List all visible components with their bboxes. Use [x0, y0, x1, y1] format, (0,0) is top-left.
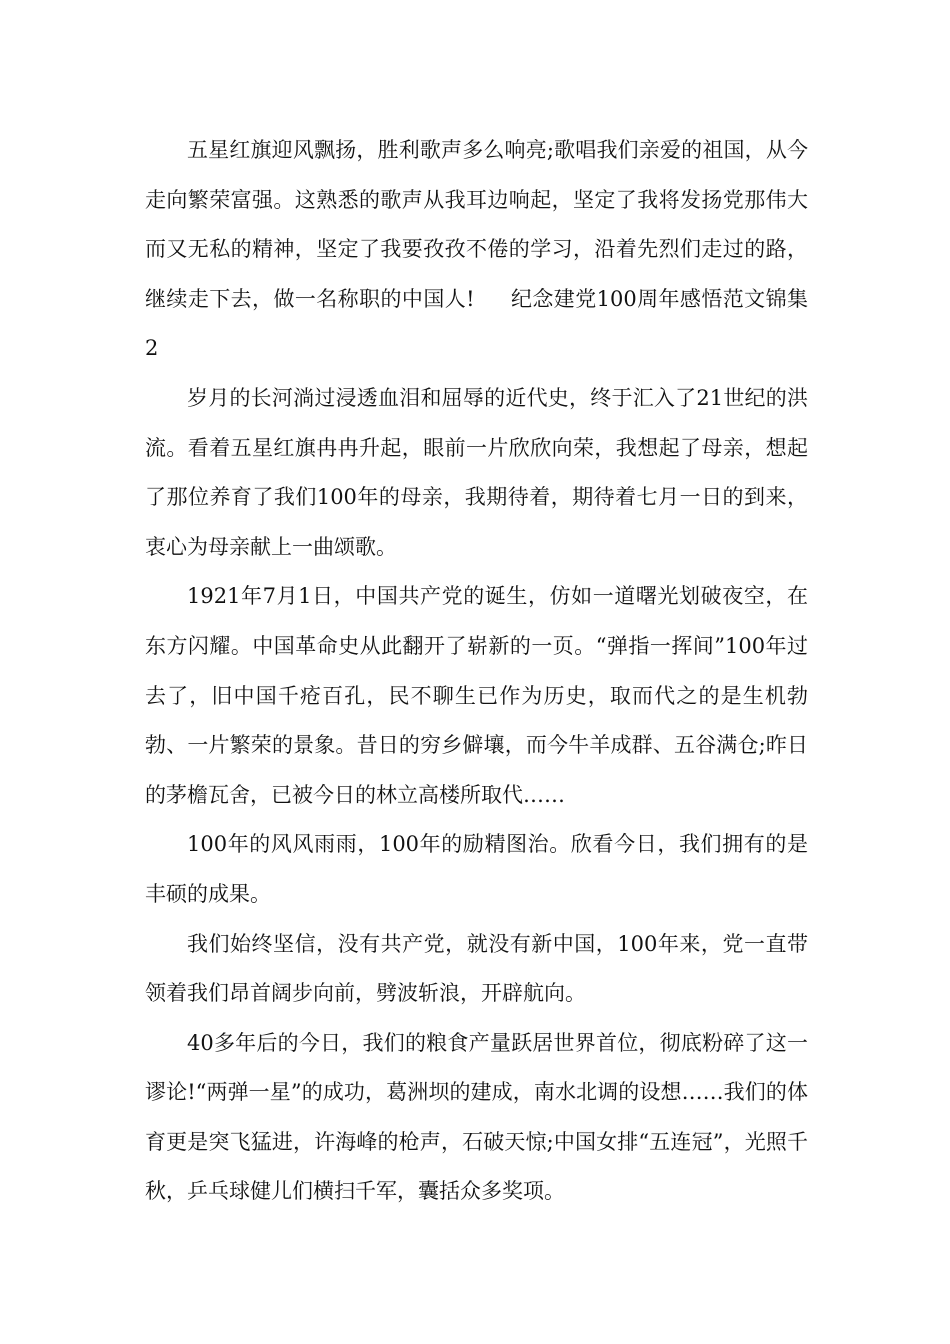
paragraph-1 [145, 126, 808, 374]
paragraph-2: 岁月的长河淌过浸透血泪和屈辱的近代史，终于汇入了21世纪的洪流。看着五星红旗冉冉升起，眼前一片欣欣向荣，我想起了母亲，想起了那位养育了我们100年的母亲，我期待着，期待着七月一日的到来，衷心为母亲献上一曲颂歌。 [145, 385, 808, 559]
paragraph-6: 40多年后的今日，我们的粮食产量跃居世界首位，彻底粉碎了这一谬论!“两弹一星”的成功，葛洲坝的建成，南水北调的设想……我们的体育更是突飞猛进，许海峰的枪声，石破天惊;中国女排“五连冠”，光照千秋，乒乓球健儿们横扫千军，囊括众多奖项。 [145, 1030, 808, 1204]
paragraph-1-text: 五星红旗迎风飘扬，胜利歌声多么响亮;歌唱我们亲爱的祖国，从今走向繁荣富强。这熟悉的歌声从我耳边响起，坚定了我将发扬党那伟大而又无私的精神，坚定了我要孜孜不倦的学习，沿着先烈们走过的路，继续走下去，做一名称职的中国人! [145, 138, 808, 311]
document-body [145, 126, 808, 1217]
paragraph-5: 我们始终坚信，没有共产党，就没有新中国，100年来，党一直带领着我们昂首阔步向前，劈波斩浪，开辟航向。 [145, 931, 808, 1006]
section-heading: 纪念建党100周年感悟范文锦集2 [145, 286, 808, 361]
paragraph-4: 100年的风风雨雨，100年的励精图治。欣看今日，我们拥有的是丰硕的成果。 [145, 832, 808, 906]
paragraph-3: 1921年7月1日，中国共产党的诞生，仿如一道曙光划破夜空，在东方闪耀。中国革命史从此翻开了崭新的一页。“弹指一挥间”100年过去了，旧中国千疮百孔，民不聊生已作为历史，取而代之的是生机勃勃、一片繁荣的景象。昔日的穷乡僻壤，而今牛羊成群、五谷满仓;昨日的茅檐瓦舍，已被今日的林立高楼所取代…… [145, 584, 808, 807]
